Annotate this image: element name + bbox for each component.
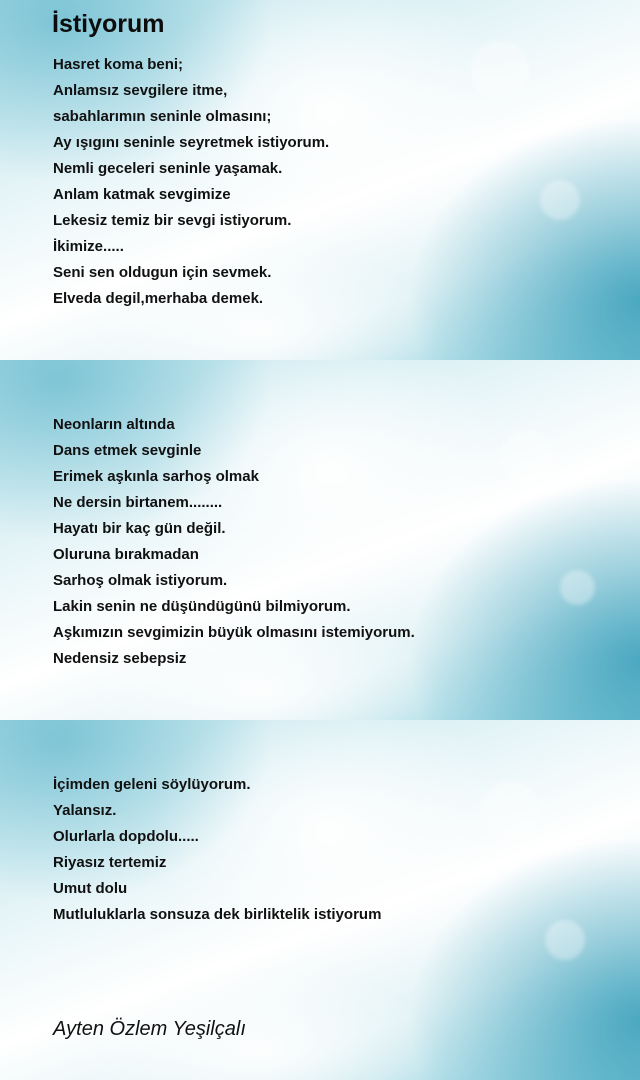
poem-title: İstiyorum [52,10,165,38]
poem-line: Dans etmek sevginle [53,442,202,459]
poem-line: Ne dersin birtanem........ [53,494,223,511]
poem-line: İçimden geleni söylüyorum. [53,776,251,793]
bokeh-decoration [560,570,595,605]
poem-card-3 [0,720,640,1080]
poem-line: Aşkımızın sevgimizin büyük olmasını istemiyorum. [53,624,415,641]
poem-line: Ay ışıgını seninle seyretmek istiyorum. [53,134,330,151]
poem-line: Hayatı bir kaç gün değil. [53,520,226,537]
bokeh-decoration [545,920,585,960]
poem-line: Seni sen oldugun için sevmek. [53,264,272,281]
poem-line: Lakin senin ne düşündügünü bilmiyorum. [53,598,351,615]
poem-line: Oluruna bırakmadan [53,546,199,563]
poem-line: Erimek aşkınla sarhoş olmak [53,468,259,485]
poem-line: Elveda degil,merhaba demek. [53,290,264,307]
poem-line: Neonların altında [53,416,175,433]
poem-line: Olurlarla dopdolu..... [53,828,199,845]
poem-line: İkimize..... [53,238,124,255]
poem-line: sabahlarımın seninle olmasını; [53,108,272,125]
poem-line: Nemli geceleri seninle yaşamak. [53,160,283,177]
poem-line: Riyasız tertemiz [53,854,167,871]
bokeh-decoration [470,40,530,100]
poem-line: Anlam katmak sevgimize [53,186,231,203]
poem-line: Lekesiz temiz bir sevgi istiyorum. [53,212,292,229]
poem-line: Sarhoş olmak istiyorum. [53,572,228,589]
poem-line: Mutluluklarla sonsuza dek birliktelik istiyorum [53,906,382,923]
stanza-2 [53,412,415,672]
poem-card-1 [0,0,640,360]
bokeh-decoration [540,180,580,220]
bokeh-decoration [480,780,540,840]
poem-card-2 [0,360,640,720]
poem-line: Anlamsız sevgilere itme, [53,82,228,99]
bokeh-decoration [500,430,555,485]
stanza-1 [53,52,329,312]
poem-author: Ayten Özlem Yeşilçalı [53,1018,246,1040]
poem-line: Yalansız. [53,802,117,819]
stanza-3 [53,772,381,928]
poem-line: Hasret koma beni; [53,56,184,73]
poem-line: Umut dolu [53,880,128,897]
poem-line: Nedensiz sebepsiz [53,650,187,667]
